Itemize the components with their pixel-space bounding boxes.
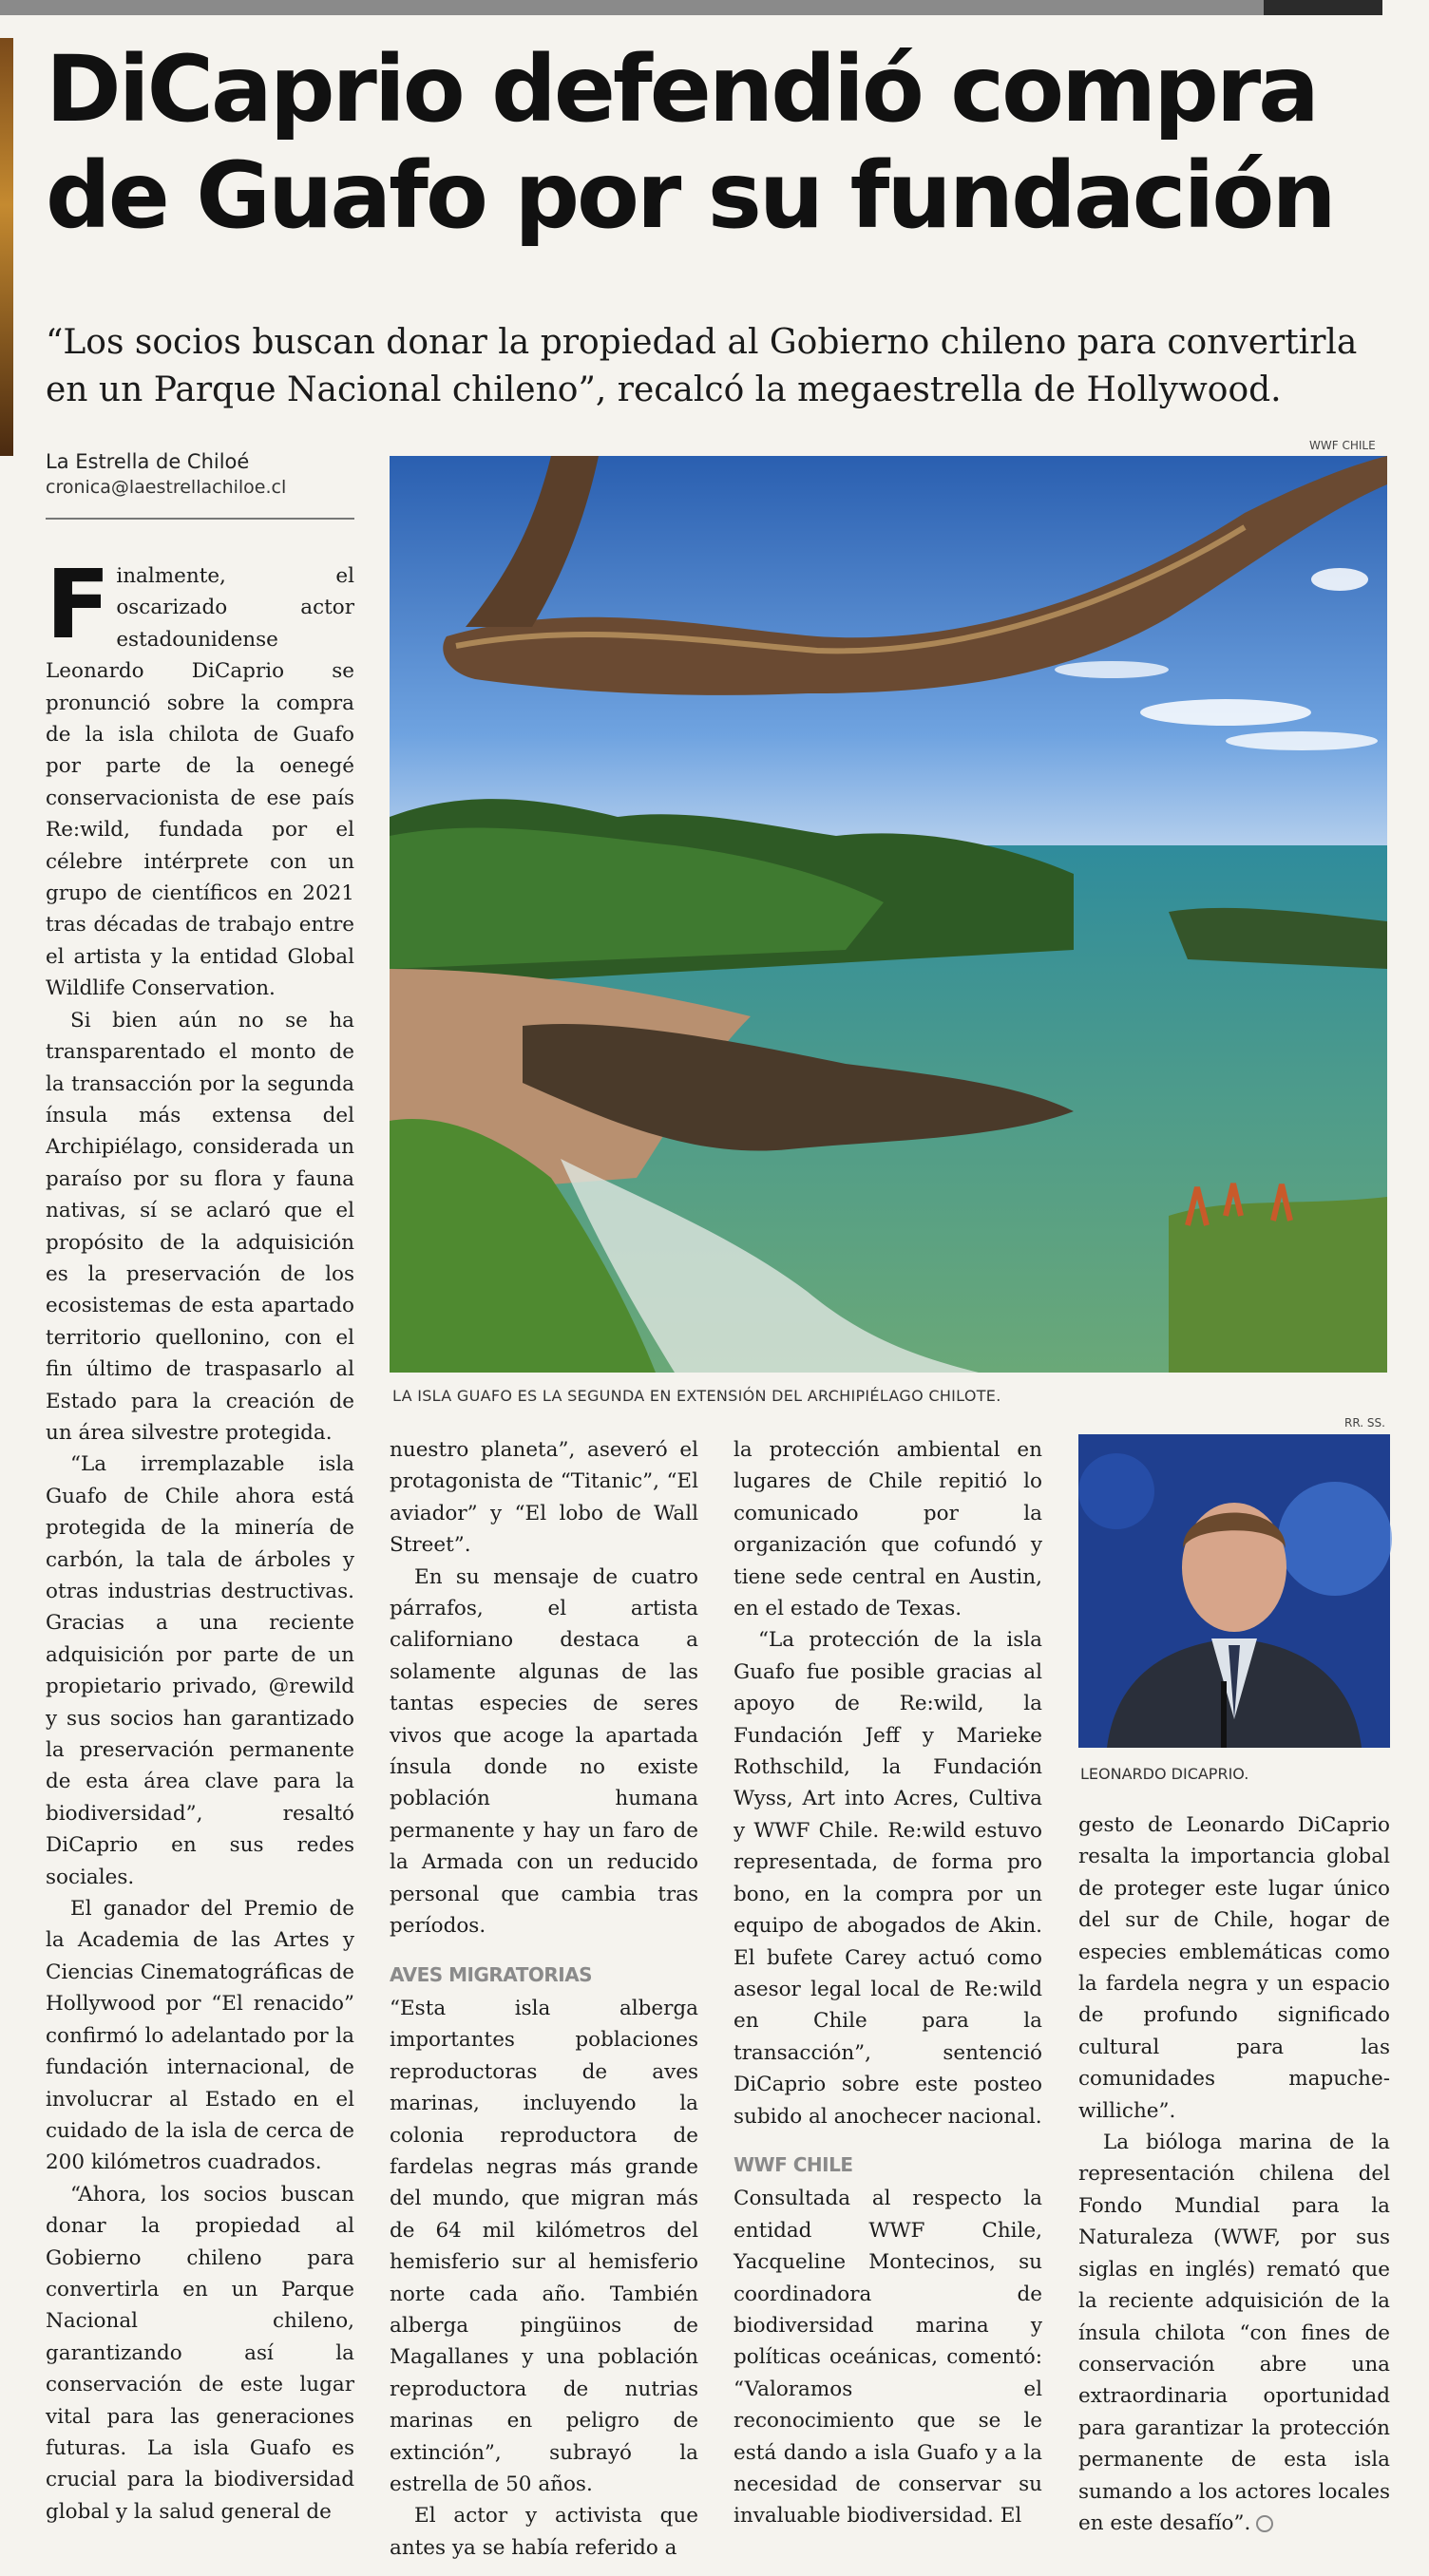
paragraph: El actor y activista que antes ya se había referido a xyxy=(390,2504,698,2560)
byline-source: La Estrella de Chiloé xyxy=(46,450,250,473)
subhead-aves: AVES MIGRATORIAS xyxy=(390,1962,593,1986)
paragraph: Finalmente, el oscarizado actor estadounidense Leonardo DiCaprio se pronunció sobre la compra de la isla chilota de Guafo por parte de la oenegé conservacionista de ese país Re:wild, fundada por el célebre intérprete con un grupo de científicos en 2021 tras décadas de trabajo entre el artista y la entidad Global Wildlife Conservation. xyxy=(46,549,354,1001)
main-photo xyxy=(390,456,1387,1373)
page-top-bar-tab xyxy=(1264,0,1382,15)
column-2 xyxy=(390,1434,698,2560)
column-1 xyxy=(46,549,354,2527)
paragraph: gesto de Leonardo DiCaprio resalta la importancia global de proteger este lugar único del sur de Chile, hogar de especies emblemáticas como la fardela negra y un espacio de profundo significado cultural para las comunidades mapuche-williche”. xyxy=(1078,1813,1390,2123)
page-top-bar xyxy=(0,0,1382,15)
portrait-illustration xyxy=(1078,1434,1390,1748)
paragraph: “La irremplazable isla Guafo de Chile ahora está protegida de la minería de carbón, la tala de árboles y otras industrias destructivas. Gracias a una reciente adquisición por parte de un propietario privado, @rewild y sus socios han garantizado la preservación permanente de esta área clave para la biodiversidad”, resaltó DiCaprio en sus redes sociales. xyxy=(46,1452,354,1889)
column-4 xyxy=(1078,1809,1390,2535)
portrait-credit: RR. SS. xyxy=(1344,1416,1385,1430)
portrait-caption: LEONARDO DICAPRIO. xyxy=(1080,1765,1249,1783)
end-of-article-icon xyxy=(1256,2515,1273,2532)
byline-email: cronica@laestrellachiloe.cl xyxy=(46,477,287,498)
paragraph: “La protección de la isla Guafo fue posible gracias al apoyo de Re:wild, la Fundación Jeff y Marieke Rothschild, la Fundación Wyss, Art into Acres, Cultiva y WWF Chile. Re:wild estuvo representada, de forma pro bono, en la compra por un equipo de abogados de Akin. El bufete Carey actuó como asesor legal local de Re:wild en Chile para la transacción”, sentenció DiCaprio sobre este posteo subido al anochecer nacional. xyxy=(734,1628,1042,2129)
paragraph: El ganador del Premio de la Academia de las Artes y Ciencias Cinematográficas de Hollywood por “El renacido” confirmó lo adelantado por la fundación internacional, de involucrar al Estado en el cuidado de la isla de cerca de 200 kilómetros cuadrados. xyxy=(46,1897,354,2175)
main-photo-credit: WWF CHILE xyxy=(1309,439,1376,452)
deck: “Los socios buscan donar la propiedad al Gobierno chileno para convertirla en un Parque Nacional chileno”, recalcó la megaestrella de Hollywood. xyxy=(46,323,1358,409)
portrait-photo xyxy=(1078,1434,1390,1748)
column-3 xyxy=(734,1434,1042,2527)
headline: DiCaprio defendió compra de Guafo por su fundación xyxy=(46,36,1334,249)
paragraph: Consultada al respecto la entidad WWF Chile, Yacqueline Montecinos, su coordinadora de biodiversidad marina y políticas oceánicas, comentó: “Valoramos el reconocimiento que se le está dando a isla Guafo y a la necesidad de conservar su invaluable biodiversidad. El xyxy=(734,2187,1042,2529)
main-photo-caption: LA ISLA GUAFO ES LA SEGUNDA EN EXTENSIÓN DEL ARCHIPIÉLAGO CHILOTE. xyxy=(392,1387,1001,1405)
byline xyxy=(46,448,354,500)
paragraph: “Ahora, los socios buscan donar la propiedad al Gobierno chileno para convertirla en un Parque Nacional chileno, garantizando así la conservación de este lugar vital para las generaciones futuras. La isla Guafo es crucial para la biodiversidad global y la salud general de xyxy=(46,2182,354,2524)
subhead-wwf: WWF CHILE xyxy=(734,2152,853,2176)
paragraph: “Esta isla alberga importantes poblaciones reproductoras de aves marinas, incluyendo la colonia reproductora de fardelas negras más grande del mundo, que migran más de 64 mil kilómetros del hemisferio sur al hemisferio norte cada año. También alberga pingüinos de Magallanes y una población reproductora de nutrias marinas en peligro de extinción”, subrayó la estrella de 50 años. xyxy=(390,1996,698,2496)
drop-cap: F xyxy=(46,549,111,660)
island-coast-illustration xyxy=(390,456,1387,1373)
paragraph: En su mensaje de cuatro párrafos, el artista californiano destaca a solamente algunas de las tantas especies de seres vivos que acoge la apartada ínsula donde no existe población humana permanente y hay un faro de la Armada con un reducido personal que cambia tras períodos. xyxy=(390,1564,698,1939)
adjacent-page-image-strip xyxy=(0,38,13,456)
paragraph: Si bien aún no se ha transparentado el monto de la transacción por la segunda ínsula más extensa del Archipiélago, considerada un paraíso por su flora y fauna nativas, sí se aclaró que el propósito de la adquisición es la preservación de los ecosistemas de esta apartado territorio quellonino, con el fin último de traspasarlo al Estado para la creación de un área silvestre protegida. xyxy=(46,1008,354,1445)
paragraph: la protección ambiental en lugares de Chile repitió lo comunicado por la organización que cofundó y tiene sede central en Austin, en el estado de Texas. xyxy=(734,1438,1042,1621)
paragraph: nuestro planeta”, aseveró el protagonista de “Titanic”, “El aviador” y “El lobo de Wall Street”. xyxy=(390,1438,698,1558)
byline-divider xyxy=(46,518,354,520)
paragraph: La bióloga marina de la representación chilena del Fondo Mundial para la Naturaleza (WWF, por sus siglas en inglés) remató que la reciente adquisición de la ínsula chilota “con fines de conservación abre una extraordinaria oportunidad para garantizar la protección permanente de esta isla sumando a los actores locales en este desafío”. xyxy=(1078,2131,1390,2535)
